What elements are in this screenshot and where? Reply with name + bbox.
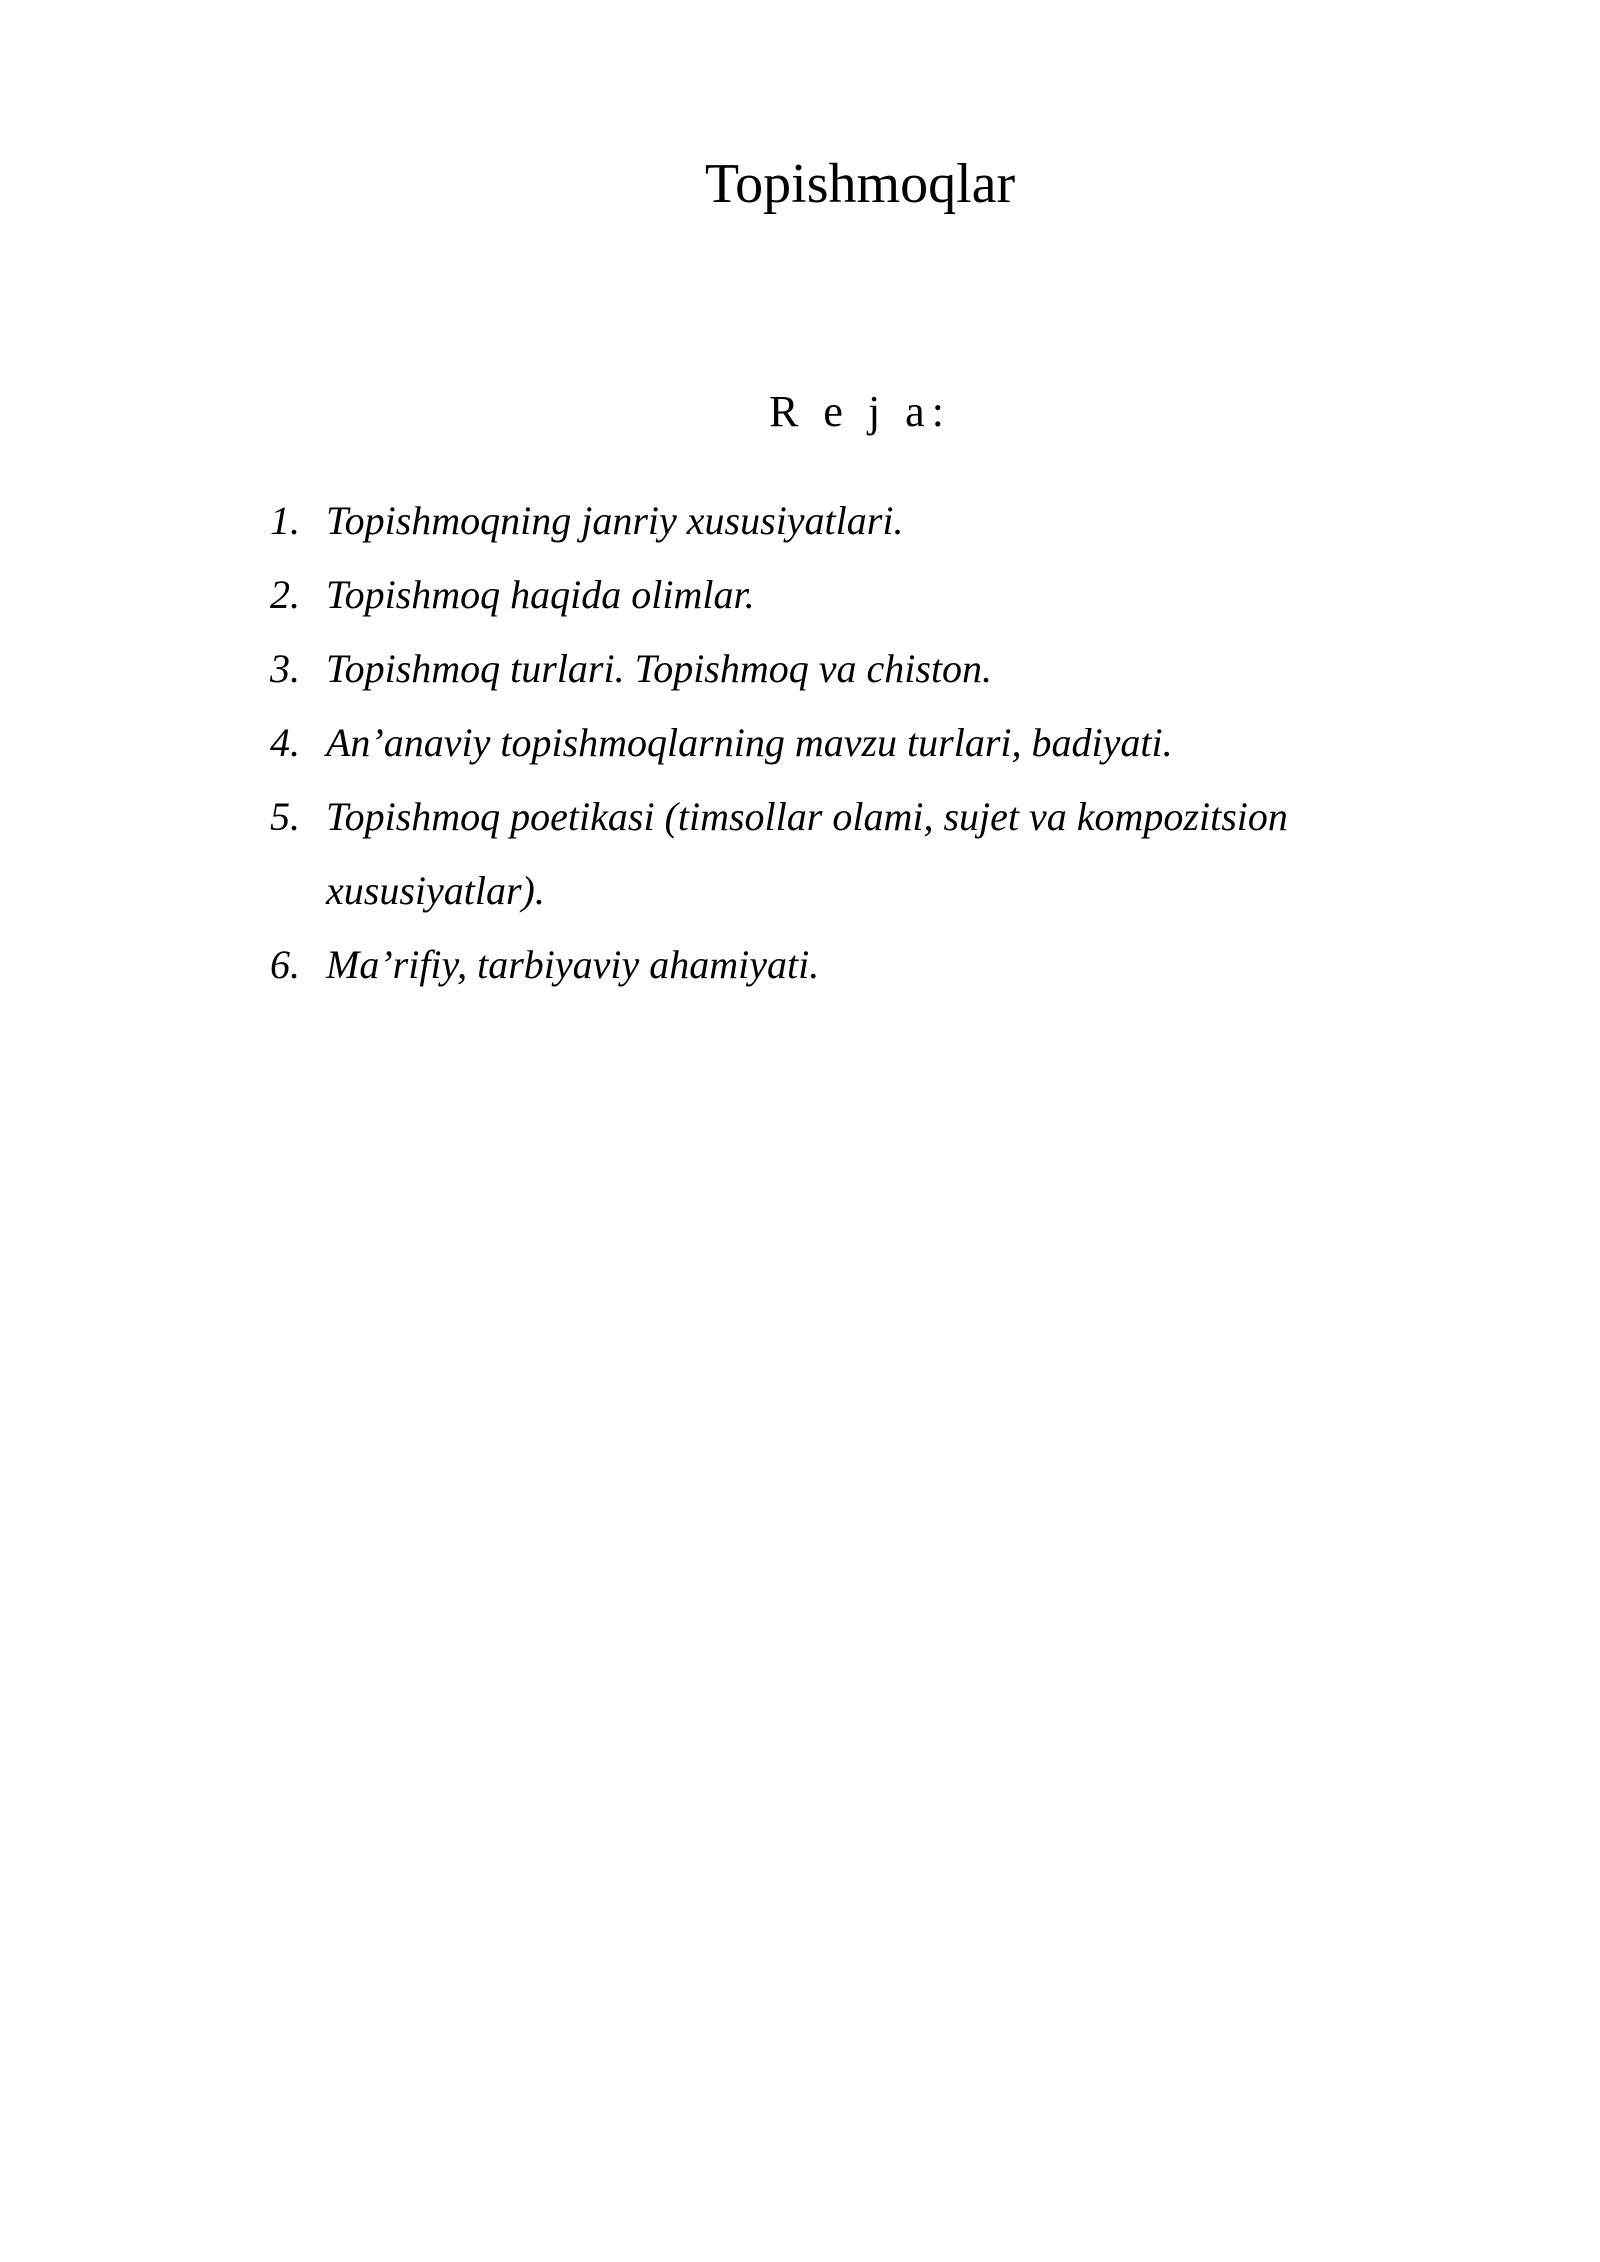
list-item-number: 5. [270,794,300,839]
list-item-text: Topishmoq poetikasi (timsollar olami, sujet va kompozitsion xususiyatlar). [326,794,1288,913]
list-item-number: 6. [270,942,300,987]
list-item [270,558,1400,632]
list-item [270,632,1400,706]
list-item-text: Topishmoq haqida olimlar. [326,572,755,617]
list-item-text: An’anaviy topishmoqlarning mavzu turlari, badiyati. [326,720,1173,765]
list-item-number: 1. [270,498,300,543]
plan-heading: R e j a: [769,387,951,436]
list-item-text: Ma’rifiy, tarbiyaviy ahamiyati. [326,942,820,987]
list-item-text: Topishmoq turlari. Topishmoq va chiston. [326,646,993,691]
list-item [270,928,1400,1002]
document-title: Topishmoqlar [704,153,1016,215]
list-item [270,706,1400,780]
list-item-number: 2. [270,572,300,617]
list-item-number: 3. [270,646,300,691]
list-item [270,780,1400,928]
list-item [270,484,1400,558]
list-item-text: Topishmoqning janriy xususiyatlari. [326,498,904,543]
plan-list [270,484,1400,1002]
list-item-number: 4. [270,720,300,765]
